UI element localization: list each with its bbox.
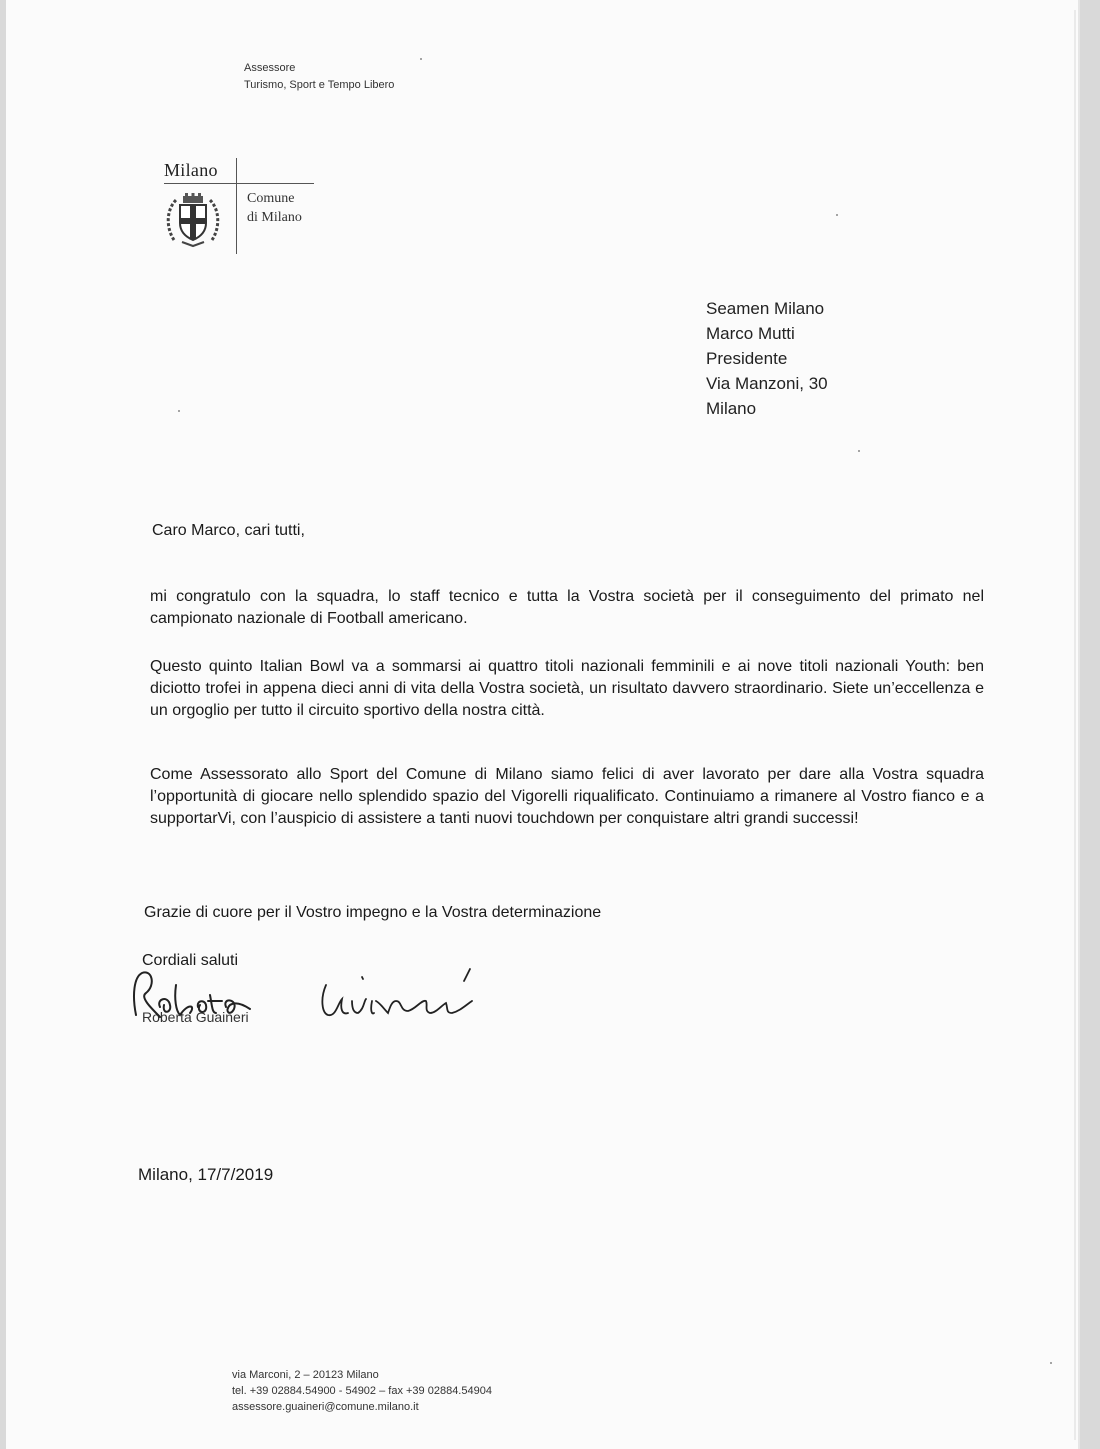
recipient-organization: Seamen Milano <box>706 299 825 318</box>
footer-email: assessore.guaineri@comune.milano.it <box>232 1401 419 1413</box>
recipient-street: Via Manzoni, 30 <box>706 374 828 393</box>
scan-speck <box>420 58 422 60</box>
logo-city-name: Milano <box>164 160 218 180</box>
logo-comune-text <box>247 189 302 227</box>
recipient-name: Marco Mutti <box>706 324 795 343</box>
logo-comune-line2: di Milano <box>247 210 302 225</box>
letter-date: Milano, 17/7/2019 <box>138 1165 274 1184</box>
footer-phone-fax: tel. +39 02884.54900 - 54902 – fax +39 02884.54904 <box>232 1385 492 1397</box>
handwritten-signature <box>126 955 506 1035</box>
signer-name: Roberta Guaineri <box>142 1009 249 1025</box>
scan-speck <box>858 450 860 452</box>
office-title: Assessore <box>244 62 296 74</box>
recipient-address <box>706 296 828 421</box>
body-paragraph-1: mi congratulo con la squadra, lo staff tecnico e tutta la Vostra società per il conseguimento del primato nel campionato nazionale di Football americano. <box>150 588 984 627</box>
city-crest-icon <box>164 190 222 248</box>
logo-comune-line1: Comune <box>247 191 295 206</box>
thanks-line: Grazie di cuore per il Vostro impegno e la Vostra determinazione <box>144 904 602 921</box>
body-paragraph-3: Come Assessorato allo Sport del Comune di Milano siamo felici di aver lavorato per dare alla Vostra squadra l’opportunità di giocare nello splendido spazio del Vigorelli riqualificato. Continuiamo a rimanere al Vostro fianco e a supportarVi, con l’auspicio di assistere a tanti nuovi touchdown per conquistare altri grandi successi! <box>150 766 984 827</box>
office-header <box>244 60 394 94</box>
scan-speck <box>1050 1362 1052 1364</box>
closing-line: Cordiali saluti <box>142 952 239 969</box>
scan-speck <box>836 214 838 216</box>
letter-page <box>6 0 1080 1449</box>
body-paragraph-2: Questo quinto Italian Bowl va a sommarsi ai quattro titoli nazionali femminili e ai nove titoli nazionali Youth: ben diciotto trofei in appena dieci anni di vita della Vostra società, un risultato davvero straordinario. Siete un’eccellenza e un orgoglio per tutto il circuito sportivo della nostra città. <box>150 658 984 719</box>
recipient-city: Milano <box>706 399 757 418</box>
office-department: Turismo, Sport e Tempo Libero <box>244 79 395 91</box>
logo-divider-vertical <box>236 158 237 254</box>
recipient-role: Presidente <box>706 349 788 368</box>
salutation: Caro Marco, cari tutti, <box>152 522 305 539</box>
logo-divider-horizontal <box>164 183 314 184</box>
footer-address: via Marconi, 2 – 20123 Milano <box>232 1369 379 1381</box>
letter-footer <box>232 1367 492 1415</box>
scan-speck <box>178 410 180 412</box>
